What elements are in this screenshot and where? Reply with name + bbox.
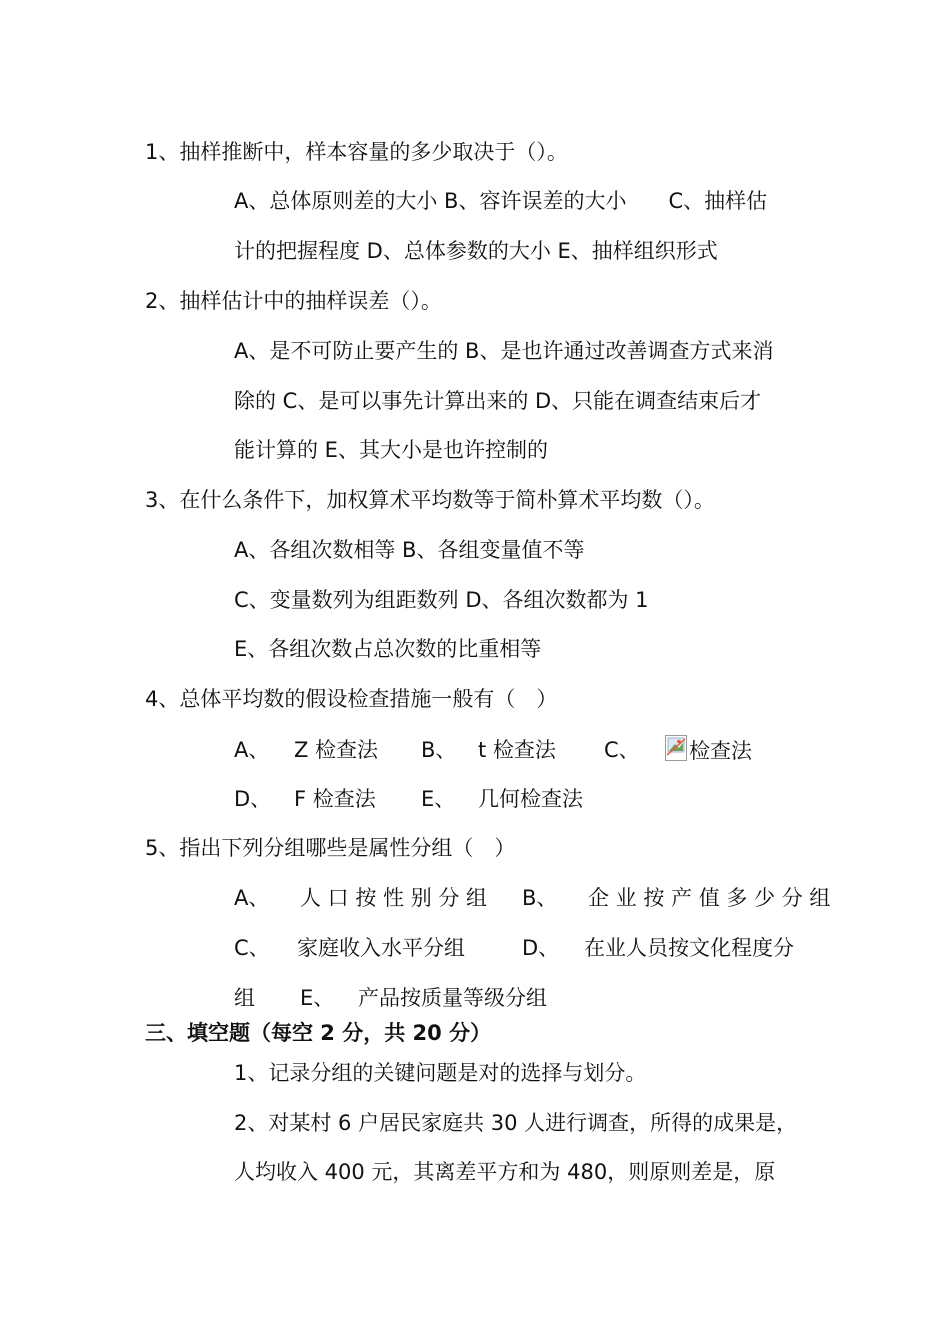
question-1-options-line-1: A、总体原则差的大小 B、容许误差的大小 C、抽样估 <box>234 189 768 213</box>
question-5-option-e-letter: E、 <box>300 986 335 1010</box>
question-5-option-d-continuation: 组 <box>234 986 255 1010</box>
question-1-options-line-2: 计的把握程度 D、总体参数的大小 E、抽样组织形式 <box>234 239 718 263</box>
question-4-option-e-text: 几何检查法 <box>478 787 583 811</box>
question-4-option-b-text: t 检查法 <box>478 738 556 762</box>
fill-blank-item-1: 1、记录分组的关键问题是对的选择与划分。 <box>234 1061 647 1085</box>
question-4-option-a-text: Z 检查法 <box>294 738 379 762</box>
section-3-title: 三、填空题（每空 2 分，共 20 分） <box>145 1021 492 1045</box>
fill-blank-item-2: 2、对某村 6 户居民家庭共 30 人进行调查，所得的成果是， <box>234 1111 798 1135</box>
question-3-options-line-1: A、各组次数相等 B、各组变量值不等 <box>234 538 585 562</box>
question-4-option-a-letter: A、 <box>234 738 270 762</box>
question-2-options-line-1: A、是不可防止要产生的 B、是也许通过改善调查方式来消 <box>234 339 774 363</box>
question-5-option-a-letter: A、 <box>234 886 270 910</box>
question-5-option-c-letter: C、 <box>234 936 270 960</box>
question-4-stem: 4、总体平均数的假设检查措施一般有（ ） <box>145 687 558 711</box>
question-3-options-line-3: E、各组次数占总次数的比重相等 <box>234 637 542 661</box>
question-5-option-c-text: 家庭收入水平分组 <box>297 936 465 960</box>
question-5-option-d-letter: D、 <box>522 936 560 960</box>
fill-blank-item-2-continuation: 人均收入 400 元，其离差平方和为 480，则原则差是，原 <box>234 1160 776 1184</box>
question-4-option-d-letter: D、 <box>234 787 272 811</box>
question-5-option-a-text: 人 口 按 性 别 分 组 <box>300 886 488 910</box>
question-4-option-b-letter: B、 <box>421 738 457 762</box>
question-4-option-c <box>665 735 752 765</box>
question-2-options-line-3: 能计算的 E、其大小是也许控制的 <box>234 438 548 462</box>
question-5-option-d-text: 在业人员按文化程度分 <box>584 936 794 960</box>
question-4-option-c-text: 检查法 <box>689 739 752 763</box>
question-5-stem: 5、指出下列分组哪些是属性分组（ ） <box>145 836 516 860</box>
question-3-stem: 3、在什么条件下，加权算术平均数等于简朴算术平均数（）。 <box>145 488 715 512</box>
question-1-stem: 1、抽样推断中，样本容量的多少取决于（）。 <box>145 140 568 164</box>
question-2-options-line-2: 除的 C、是可以事先计算出来的 D、只能在调查结束后才 <box>234 389 762 413</box>
broken-image-icon <box>665 735 687 761</box>
question-4-option-e-letter: E、 <box>421 787 456 811</box>
question-4-option-c-letter: C、 <box>604 738 640 762</box>
question-5-option-b-text: 企 业 按 产 值 多 少 分 组 <box>588 886 831 910</box>
question-2-stem: 2、抽样估计中的抽样误差（）。 <box>145 289 442 313</box>
question-5-option-e-text: 产品按质量等级分组 <box>358 986 547 1010</box>
question-5-option-b-letter: B、 <box>522 886 558 910</box>
question-4-option-d-text: F 检查法 <box>294 787 376 811</box>
question-3-options-line-2: C、变量数列为组距数列 D、各组次数都为 1 <box>234 588 649 612</box>
